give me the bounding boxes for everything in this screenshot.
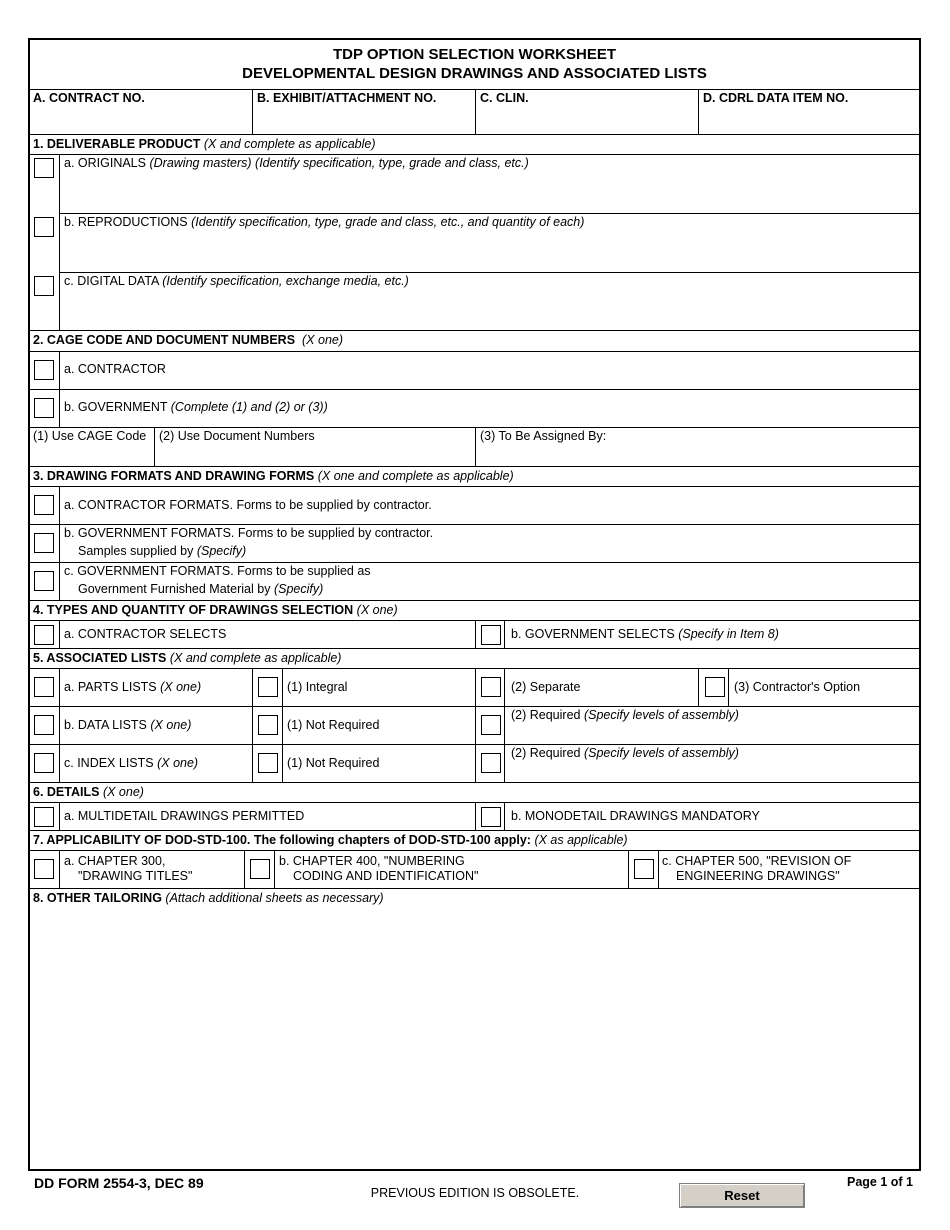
- contractor-formats-label: a. CONTRACTOR FORMATS. Forms to be supplied by contractor.: [64, 498, 432, 512]
- divider: [59, 668, 60, 782]
- parts-separate-label: (2) Separate: [511, 680, 581, 694]
- data-lists-checkbox[interactable]: [34, 715, 54, 735]
- data-not-required-checkbox[interactable]: [258, 715, 278, 735]
- chapter-300-label-line2: "DRAWING TITLES": [78, 869, 193, 883]
- samples-supplied-by-label[interactable]: Samples supplied by (Specify): [78, 544, 247, 558]
- contractor-selects-label: a. CONTRACTOR SELECTS: [64, 627, 227, 641]
- parts-lists-label: a. PARTS LISTS (X one): [64, 680, 202, 694]
- contract-no-label: A. CONTRACT NO.: [33, 91, 145, 105]
- section3-heading: 3. DRAWING FORMATS AND DRAWING FORMS (X one and complete as applicable): [33, 469, 514, 483]
- divider: [59, 802, 60, 830]
- section5-heading: 5. ASSOCIATED LISTS (X and complete as applicable): [33, 651, 342, 665]
- divider: [504, 802, 505, 830]
- divider: [504, 620, 505, 648]
- divider: [59, 351, 60, 427]
- exhibit-attachment-field[interactable]: [253, 89, 475, 134]
- contractor-formats-checkbox[interactable]: [34, 495, 54, 515]
- divider: [60, 272, 919, 273]
- cage-government-checkbox[interactable]: [34, 398, 54, 418]
- divider: [30, 486, 919, 487]
- index-not-required-checkbox[interactable]: [258, 753, 278, 773]
- contractor-selects-checkbox[interactable]: [34, 625, 54, 645]
- chapter-400-checkbox[interactable]: [250, 859, 270, 879]
- originals-field[interactable]: [60, 171, 921, 213]
- divider: [59, 850, 60, 888]
- chapter-500-checkbox[interactable]: [634, 859, 654, 879]
- divider: [30, 351, 919, 352]
- reset-button[interactable]: Reset: [679, 1183, 805, 1208]
- cage-contractor-checkbox[interactable]: [34, 360, 54, 380]
- data-not-required-label: (1) Not Required: [287, 718, 380, 732]
- cdrl-item-field[interactable]: [699, 89, 921, 134]
- data-required-checkbox[interactable]: [481, 715, 501, 735]
- contract-no-field[interactable]: [30, 89, 252, 134]
- section6-heading: 6. DETAILS (X one): [33, 785, 144, 799]
- digital-data-field[interactable]: [60, 289, 921, 330]
- other-tailoring-field[interactable]: [30, 908, 919, 1169]
- divider: [30, 330, 919, 331]
- divider: [30, 648, 919, 649]
- originals-label: a. ORIGINALS (Drawing masters) (Identify specification, type, grade and class, etc.): [64, 156, 529, 170]
- monodetail-checkbox[interactable]: [481, 807, 501, 827]
- exhibit-attachment-label: B. EXHIBIT/ATTACHMENT NO.: [257, 91, 437, 105]
- index-not-required-label: (1) Not Required: [287, 756, 380, 770]
- divider: [628, 850, 629, 888]
- divider: [475, 620, 476, 648]
- divider: [30, 134, 919, 135]
- page-indicator: Page 1 of 1: [847, 1175, 913, 1189]
- divider: [30, 850, 919, 851]
- gov-formats-contractor-checkbox[interactable]: [34, 533, 54, 553]
- multidetail-label: a. MULTIDETAIL DRAWINGS PERMITTED: [64, 809, 305, 823]
- section2-heading: 2. CAGE CODE AND DOCUMENT NUMBERS (X one): [33, 333, 344, 347]
- use-document-numbers-label: (2) Use Document Numbers: [159, 429, 315, 443]
- gfm-by-label[interactable]: Government Furnished Material by (Specify): [78, 582, 324, 596]
- use-cage-code-label: (1) Use CAGE Code: [33, 429, 147, 443]
- divider: [274, 850, 275, 888]
- form-number: DD FORM 2554-3, DEC 89: [34, 1175, 204, 1191]
- divider: [475, 802, 476, 830]
- assigned-by-field[interactable]: [476, 428, 921, 466]
- parts-separate-checkbox[interactable]: [481, 677, 501, 697]
- clin-label: C. CLIN.: [480, 91, 529, 105]
- divider: [30, 888, 919, 889]
- reproductions-label: b. REPRODUCTIONS (Identify specification, type, grade and class, etc., and quantity of each): [64, 215, 585, 229]
- parts-integral-checkbox[interactable]: [258, 677, 278, 697]
- reproductions-field[interactable]: [60, 230, 921, 272]
- chapter-300-label-line1: a. CHAPTER 300,: [64, 854, 166, 868]
- originals-checkbox[interactable]: [34, 158, 54, 178]
- clin-field[interactable]: [476, 89, 698, 134]
- cage-contractor-label: a. CONTRACTOR: [64, 362, 166, 376]
- section1-heading: 1. DELIVERABLE PRODUCT (X and complete as applicable): [33, 137, 376, 151]
- gov-formats-gfm-checkbox[interactable]: [34, 571, 54, 591]
- divider: [252, 668, 253, 782]
- monodetail-label: b. MONODETAIL DRAWINGS MANDATORY: [511, 809, 760, 823]
- section4-heading: 4. TYPES AND QUANTITY OF DRAWINGS SELECTION (X one): [33, 603, 398, 617]
- section7-heading: 7. APPLICABILITY OF DOD-STD-100. The following chapters of DOD-STD-100 apply: (X as applicable): [33, 833, 628, 847]
- divider: [658, 850, 659, 888]
- parts-integral-label: (1) Integral: [287, 680, 348, 694]
- divider: [244, 850, 245, 888]
- divider: [728, 668, 729, 706]
- data-lists-label: b. DATA LISTS (X one): [64, 718, 192, 732]
- divider: [282, 668, 283, 782]
- section8-heading: 8. OTHER TAILORING (Attach additional sheets as necessary): [33, 891, 384, 905]
- form-body: [28, 38, 921, 1171]
- index-lists-checkbox[interactable]: [34, 753, 54, 773]
- parts-lists-checkbox[interactable]: [34, 677, 54, 697]
- divider: [30, 562, 919, 563]
- divider: [59, 486, 60, 600]
- divider: [30, 600, 919, 601]
- edition-notice: PREVIOUS EDITION IS OBSOLETE.: [370, 1186, 580, 1200]
- divider: [504, 668, 505, 782]
- assigned-by-label: (3) To Be Assigned By:: [480, 429, 607, 443]
- divider: [59, 620, 60, 648]
- divider: [30, 154, 919, 155]
- government-selects-label: b. GOVERNMENT SELECTS (Specify in Item 8): [511, 627, 779, 641]
- use-document-numbers-field[interactable]: [155, 428, 475, 466]
- gov-formats-contractor-label: b. GOVERNMENT FORMATS. Forms to be supplied by contractor.: [64, 526, 434, 540]
- chapter-300-checkbox[interactable]: [34, 859, 54, 879]
- cdrl-item-label: D. CDRL DATA ITEM NO.: [703, 91, 849, 105]
- parts-contractor-option-label: (3) Contractor's Option: [734, 680, 861, 694]
- use-cage-code-field[interactable]: [30, 428, 154, 466]
- parts-contractor-option-checkbox[interactable]: [705, 677, 725, 697]
- data-required-label[interactable]: (2) Required (Specify levels of assembly): [511, 708, 739, 722]
- government-selects-checkbox[interactable]: [481, 625, 501, 645]
- gov-formats-gfm-label: c. GOVERNMENT FORMATS. Forms to be supplied as: [64, 564, 371, 578]
- divider: [30, 830, 919, 831]
- divider: [30, 466, 919, 467]
- digital-data-label: c. DIGITAL DATA (Identify specification, exchange media, etc.): [64, 274, 409, 288]
- index-required-label[interactable]: (2) Required (Specify levels of assembly): [511, 746, 739, 760]
- digital-data-checkbox[interactable]: [34, 276, 54, 296]
- index-lists-label: c. INDEX LISTS (X one): [64, 756, 199, 770]
- divider: [30, 524, 919, 525]
- form-title-line1: TDP OPTION SELECTION WORKSHEET: [332, 46, 617, 63]
- chapter-400-label-line1: b. CHAPTER 400, "NUMBERING: [279, 854, 465, 868]
- divider: [698, 668, 699, 706]
- divider: [30, 782, 919, 783]
- index-required-checkbox[interactable]: [481, 753, 501, 773]
- divider: [475, 668, 476, 782]
- form-title-line2: DEVELOPMENTAL DESIGN DRAWINGS AND ASSOCIATED LISTS: [242, 65, 707, 82]
- reproductions-checkbox[interactable]: [34, 217, 54, 237]
- chapter-500-label-line2: ENGINEERING DRAWINGS": [676, 869, 840, 883]
- divider: [60, 213, 919, 214]
- chapter-400-label-line2: CODING AND IDENTIFICATION": [293, 869, 479, 883]
- multidetail-checkbox[interactable]: [34, 807, 54, 827]
- chapter-500-label-line1: c. CHAPTER 500, "REVISION OF: [662, 854, 852, 868]
- cage-government-label: b. GOVERNMENT (Complete (1) and (2) or (3)): [64, 400, 328, 414]
- divider: [30, 389, 919, 390]
